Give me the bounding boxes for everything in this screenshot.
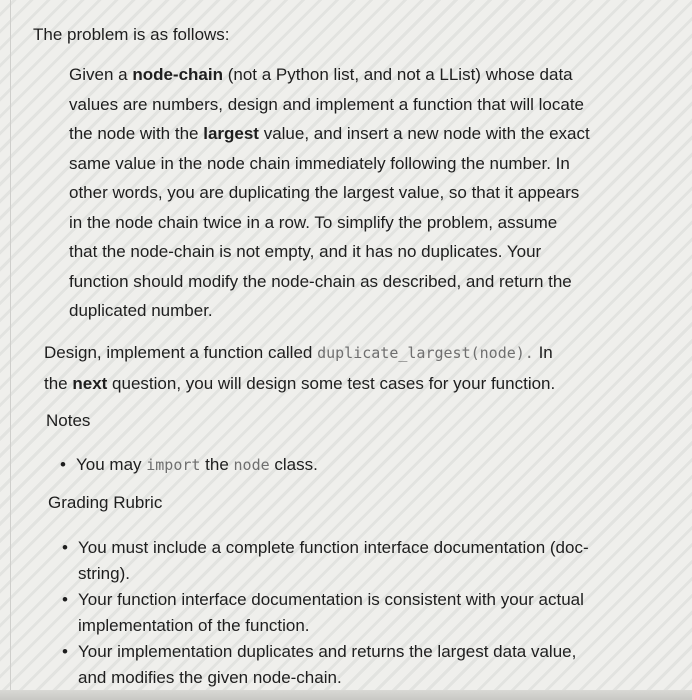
problem-line-3: the node with the largest value, and insert a new node with the exact <box>69 124 590 143</box>
problem-heading: The problem is as follows: <box>33 25 230 44</box>
problem-description <box>69 60 590 326</box>
node-code: node <box>233 456 270 474</box>
notes-list <box>60 452 318 478</box>
largest-term: largest <box>203 124 259 143</box>
list-item: • Your function interface documentation is consistent with your actual implementation of the function. <box>62 587 589 639</box>
list-item: • You may import the node class. <box>60 452 318 478</box>
design-paragraph <box>44 338 555 398</box>
next-term: next <box>72 373 108 393</box>
problem-line-8: function should modify the node-chain as described, and return the <box>69 271 572 291</box>
import-code: import <box>146 456 201 474</box>
rubric-list <box>62 535 589 691</box>
design-line-1: Design, implement a function called duplicate_largest(node). In <box>44 343 553 362</box>
node-chain-term: node-chain <box>132 65 223 84</box>
list-item: • You must include a complete function interface documentation (doc- string). <box>62 535 589 587</box>
problem-line-9: duplicated number. <box>69 301 213 320</box>
function-name-code: duplicate_largest(node). <box>317 344 534 362</box>
problem-line-4: same value in the node chain immediately following the number. In <box>69 153 570 173</box>
rubric-heading: Grading Rubric <box>48 493 163 512</box>
problem-line-7: that the node-chain is not empty, and it has no duplicates. Your <box>69 242 542 261</box>
problem-line-6: in the node chain twice in a row. To simplify the problem, assume <box>69 212 558 232</box>
problem-line-2: values are numbers, design and implement a function that will locate <box>69 94 585 114</box>
bottom-edge <box>0 690 692 700</box>
design-line-2: the next question, you will design some test cases for your function. <box>44 373 556 393</box>
notes-heading: Notes <box>46 411 91 430</box>
list-item: • Your implementation duplicates and returns the largest data value, and modifies the given node-chain. <box>62 639 589 691</box>
problem-line-5: other words, you are duplicating the largest value, so that it appears <box>69 183 580 202</box>
content-border <box>10 0 11 700</box>
problem-line-1: Given a node-chain (not a Python list, and not a LList) whose data <box>69 65 573 84</box>
